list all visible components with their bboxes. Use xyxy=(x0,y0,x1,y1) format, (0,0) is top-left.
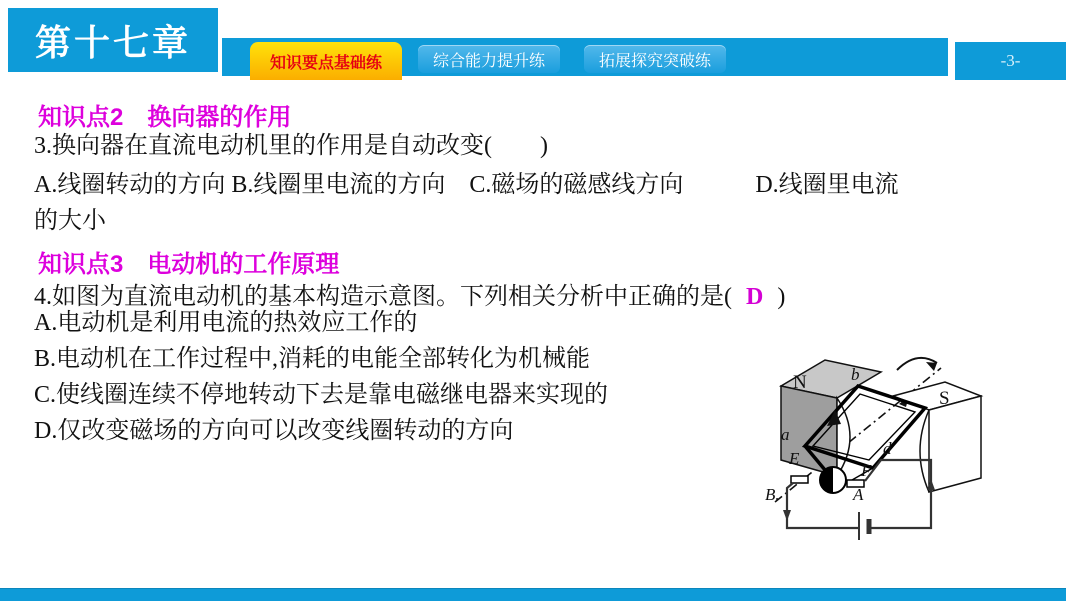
chapter-title-box xyxy=(8,8,218,72)
tab-extension-practice-label: 拓展探究突破练 xyxy=(598,52,711,70)
brush-left xyxy=(791,476,808,483)
rotation-arrowhead xyxy=(926,362,937,371)
question-3-options-line1: A.线圈转动的方向 B.线圈里电流的方向 C.磁场的磁感线方向 D.线圈里电流 xyxy=(34,172,899,198)
circuit-wire-right xyxy=(865,460,931,528)
chapter-title: 第十七章 xyxy=(34,21,191,63)
knowledge-point-3-heading: 知识点3 电动机的工作原理 xyxy=(38,251,340,278)
coil-label-b: b xyxy=(851,365,860,384)
question-3-text: 3.换向器在直流电动机里的作用是自动改变( ) xyxy=(34,133,548,159)
page-number-block xyxy=(955,42,1066,80)
tab-bar xyxy=(222,38,948,76)
current-arrow-down xyxy=(783,510,791,521)
question-4-option-d: D.仅改变磁场的方向可以改变线圈转动的方向 xyxy=(34,418,514,444)
terminal-label-a: A xyxy=(853,485,864,504)
south-magnet-pole-curve xyxy=(920,410,929,492)
question-4-option-c: C.使线圈连续不停地转动下去是靠电磁继电器来实现的 xyxy=(34,382,609,408)
question-4-stem: 4.如图为直流电动机的基本构造示意图。下列相关分析中正确的是( xyxy=(34,284,732,310)
coil-label-a: a xyxy=(781,425,790,444)
brush-label-f: F xyxy=(861,461,872,480)
dc-motor-diagram-svg xyxy=(763,338,985,540)
tab-comprehensive-practice[interactable] xyxy=(418,45,560,73)
brush-label-e: E xyxy=(789,449,800,468)
page-number: -3- xyxy=(1000,51,1021,70)
question-3-options-line2: 的大小 xyxy=(34,208,106,234)
bottom-bar xyxy=(0,588,1066,601)
terminal-label-b: B. xyxy=(765,485,780,504)
north-pole-label: N xyxy=(793,372,807,393)
tab-comprehensive-practice-label: 综合能力提升练 xyxy=(432,52,545,70)
question-4-text xyxy=(34,283,785,312)
question-4-option-b: B.电动机在工作过程中,消耗的电能全部转化为机械能 xyxy=(34,346,591,372)
knowledge-point-2-heading: 知识点2 换向器的作用 xyxy=(38,104,292,131)
tab-basic-practice[interactable] xyxy=(250,42,402,80)
question-4-option-a: A.电动机是利用电流的热效应工作的 xyxy=(34,310,418,336)
coil-label-d: d xyxy=(883,439,892,458)
tab-extension-practice[interactable] xyxy=(584,45,726,73)
question-4-close-paren: ) xyxy=(777,284,786,310)
tab-basic-practice-label: 知识要点基础练 xyxy=(269,54,382,72)
dc-motor-diagram xyxy=(763,338,985,540)
south-pole-label: S xyxy=(939,388,950,409)
question-4-answer: D xyxy=(746,284,764,310)
south-magnet-front-face xyxy=(929,396,981,492)
